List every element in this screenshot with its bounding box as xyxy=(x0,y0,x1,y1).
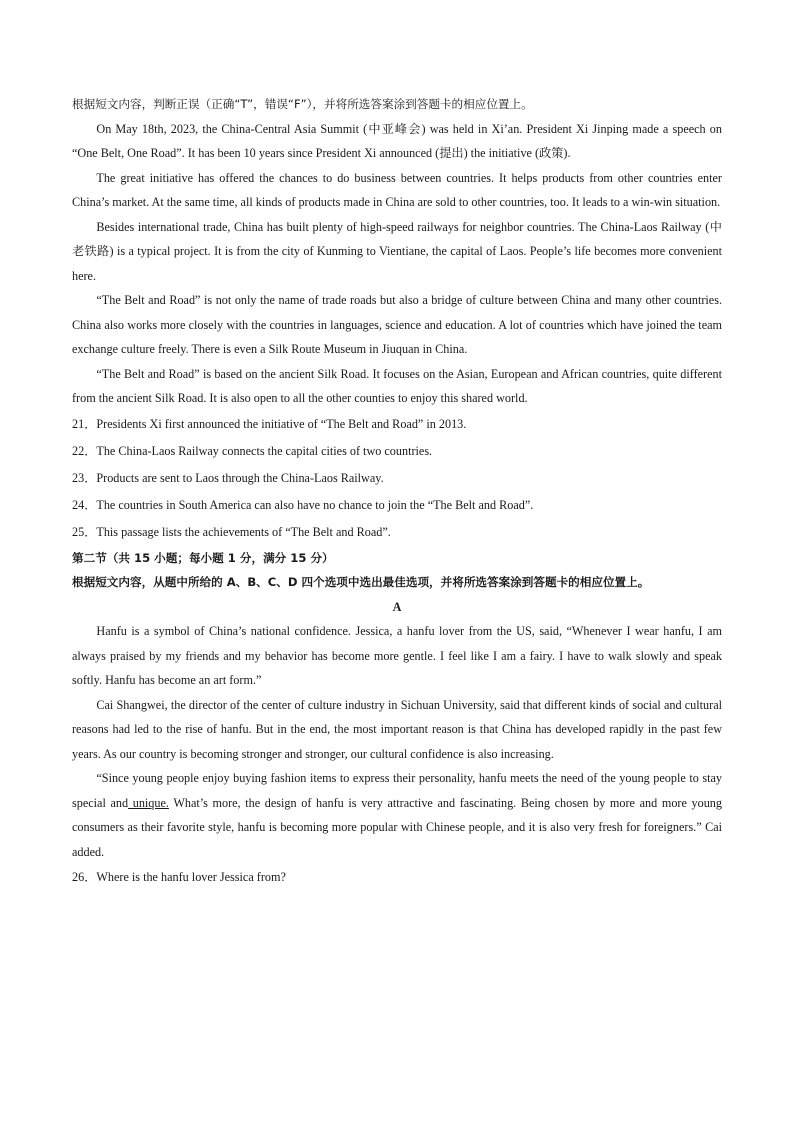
passage1-paragraph: “The Belt and Road” is based on the ancient Silk Road. It focuses on the Asian, European and African countries, quite different from the ancient Silk Road. It is also open to all the other counties to enjoy this shared world. xyxy=(72,366,722,405)
section-2-title: 第二节（共 15 小题；每小题 1 分，满分 15 分） xyxy=(72,550,334,565)
passage1-paragraph: “The Belt and Road” is not only the name of trade roads but also a bridge of culture between China and many other countries. China also works more closely with the countries in languages, science and education. A lot of countries which have joined the team exchange culture freely. There is even a Silk Route Museum in Jiuquan in China. xyxy=(72,293,722,356)
passage-letter-heading: A xyxy=(392,599,402,614)
tf-question-24: 24．The countries in South America can also have no chance to join the “The Belt and Road”. xyxy=(72,497,534,512)
passage-belt-and-road xyxy=(72,117,722,411)
tf-question-21: 21．Presidents Xi first announced the initiative of “The Belt and Road” in 2013. xyxy=(72,416,467,431)
passage1-paragraph: Besides international trade, China has built plenty of high-speed railways for neighbor countries. The China-Laos Railway (中老铁路) is a typical project. It is from the city of Kunming to Vientiane, the capital of Laos. People’s life becomes more convenient here. xyxy=(72,219,722,283)
passage2-text: What’s more, the design of hanfu is very attractive and fascinating. Being chosen by more and more young consumers as their favorite style, hanfu is becoming more popular with Chinese people, and it is also very fresh for foreigners.” Cai added. xyxy=(72,795,722,859)
passage2-text: “Since young people enjoy buying fashion items to express their personality, hanfu meets the need of the young people to stay special and xyxy=(72,771,722,810)
passage2-paragraph-2: Cai Shangwei, the director of the center of culture industry in Sichuan University, said that different kinds of social and cultural reasons had led to the rise of hanfu. But in the end, the most important reason is that China has developed rapidly in the past few years. As our country is becoming stronger and stronger, our cultural confidence is also increasing. xyxy=(72,697,722,761)
passage1-paragraph: The great initiative has offered the chances to do business between countries. It helps products from other countries enter China’s market. At the same time, all kinds of products made in China are sold to other countries, too. It leads to a win-win situation. xyxy=(72,170,722,209)
passage1-paragraph: On May 18th, 2023, the China-Central Asia Summit (中亚峰会) was held in Xi’an. President Xi Jinping made a speech on “One Belt, One Road”. It has been 10 years since President Xi announced (提出) the initiative (政策). xyxy=(72,121,722,160)
mc-instruction: 根据短文内容，从题中所给的 A、B、C、D 四个选项中选出最佳选项，并将所选答案涂到答题卡的相应位置上。 xyxy=(72,575,650,589)
tf-question-list xyxy=(72,411,722,546)
passage-hanfu xyxy=(72,619,722,864)
tf-question-22: 22．The China-Laos Railway connects the capital cities of two countries. xyxy=(72,443,433,458)
tf-instruction: 根据短文内容，判断正误（正确“T”，错误“F”），并将所选答案涂到答题卡的相应位置上。 xyxy=(72,97,533,111)
mc-question-26: 26．Where is the hanfu lover Jessica from? xyxy=(72,870,286,884)
exam-page xyxy=(72,92,722,891)
passage2-paragraph-3 xyxy=(72,766,722,864)
passage2-paragraph-1: Hanfu is a symbol of China’s national confidence. Jessica, a hanfu lover from the US, said, “Whenever I wear hanfu, I am always praised by my friends and my behavior has become more gentle. I feel like I am a fairy. I have to walk slowly and speak softly. Hanfu has become an art form.” xyxy=(72,624,722,687)
tf-question-23: 23．Products are sent to Laos through the China-Laos Railway. xyxy=(72,470,384,485)
tf-question-25: 25．This passage lists the achievements of “The Belt and Road”. xyxy=(72,524,391,539)
underlined-word-unique: unique. xyxy=(128,795,169,810)
